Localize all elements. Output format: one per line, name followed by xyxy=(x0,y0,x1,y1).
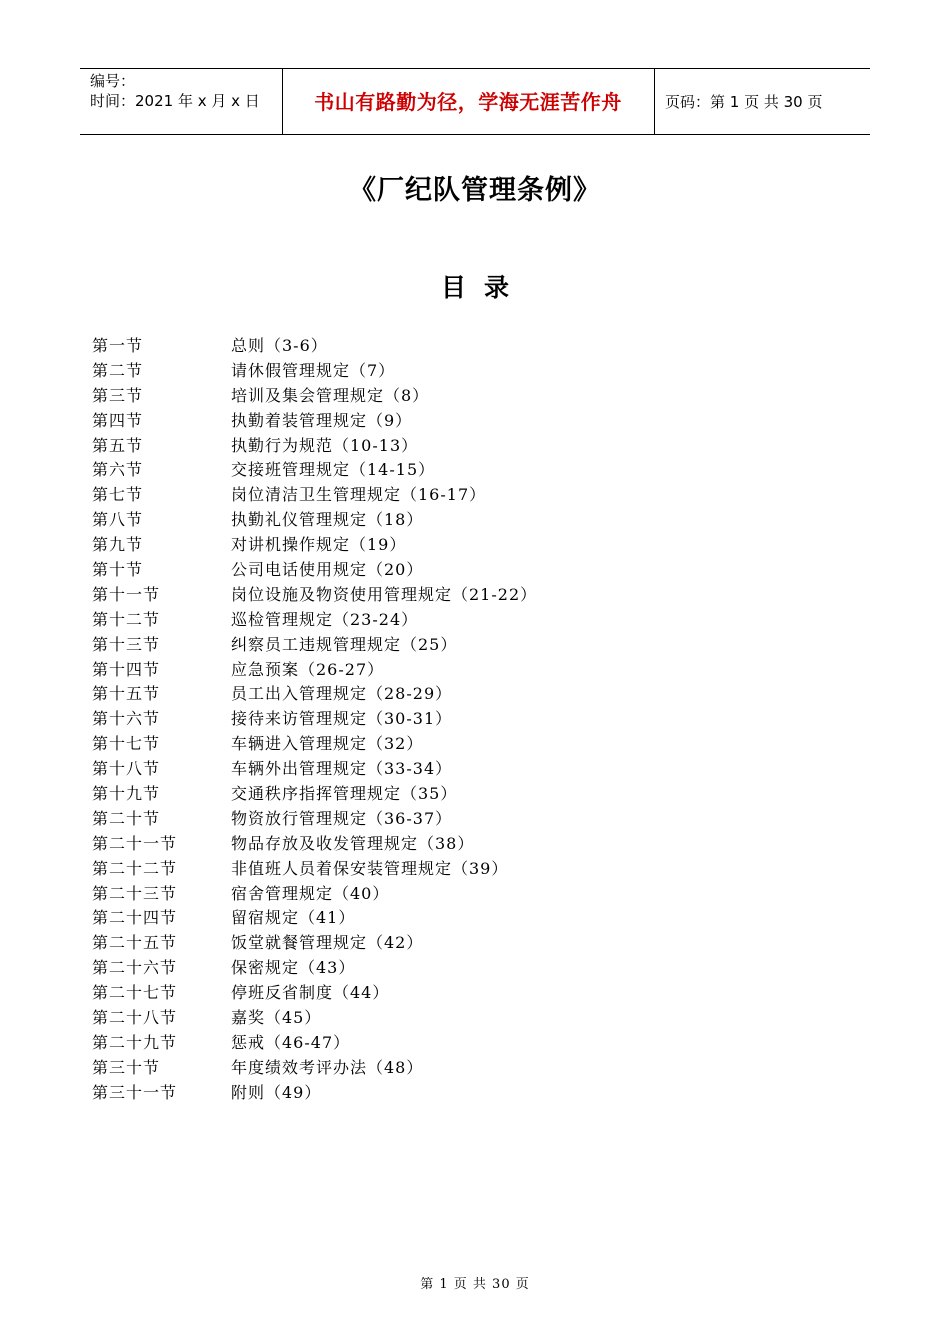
toc-section-number: 第五节 xyxy=(92,435,144,455)
toc-entry-title: 交通秩序指挥管理规定（35） xyxy=(231,784,458,804)
toc-item xyxy=(92,583,792,608)
toc-section-number: 第七节 xyxy=(92,485,144,505)
toc-entry-title: 车辆外出管理规定（33-34） xyxy=(231,759,453,779)
toc-entry-title: 年度绩效考评办法（48） xyxy=(231,1057,424,1077)
toc-item xyxy=(92,906,792,931)
toc-item xyxy=(92,707,792,732)
toc-entry-title: 执勤行为规范（10-13） xyxy=(231,435,419,455)
toc-entry-title: 惩戒（46-47） xyxy=(231,1032,351,1052)
table-of-contents xyxy=(92,334,792,1106)
toc-section-number: 第二十八节 xyxy=(92,1008,178,1028)
toc-entry-title: 培训及集会管理规定（8） xyxy=(231,385,430,405)
toc-section-number: 第二十六节 xyxy=(92,958,178,978)
toc-item xyxy=(92,1081,792,1106)
toc-item xyxy=(92,782,792,807)
header-divider-right xyxy=(654,69,655,135)
header-meta xyxy=(90,71,280,111)
toc-item xyxy=(92,857,792,882)
toc-item xyxy=(92,508,792,533)
toc-entry-title: 对讲机操作规定（19） xyxy=(231,535,407,555)
toc-entry-title: 员工出入管理规定（28-29） xyxy=(231,684,453,704)
toc-item xyxy=(92,882,792,907)
toc-item xyxy=(92,1056,792,1081)
toc-section-number: 第十节 xyxy=(92,560,144,580)
document-number-label: 编号： xyxy=(90,72,136,90)
toc-entry-title: 巡检管理规定（23-24） xyxy=(231,609,419,629)
toc-item xyxy=(92,483,792,508)
toc-item xyxy=(92,807,792,832)
toc-section-number: 第二节 xyxy=(92,360,144,380)
toc-section-number: 第六节 xyxy=(92,460,144,480)
toc-section-number: 第十四节 xyxy=(92,659,161,679)
toc-item xyxy=(92,359,792,384)
page-header xyxy=(80,68,870,135)
toc-section-number: 第十五节 xyxy=(92,684,161,704)
toc-entry-title: 物品存放及收发管理规定（38） xyxy=(231,833,475,853)
toc-entry-title: 执勤礼仪管理规定（18） xyxy=(231,510,424,530)
toc-section-number: 第三节 xyxy=(92,385,144,405)
toc-entry-title: 请休假管理规定（7） xyxy=(231,360,396,380)
toc-item xyxy=(92,608,792,633)
document-time-label: 时间：2021 年 x 月 x 日 xyxy=(90,92,260,110)
toc-section-number: 第十二节 xyxy=(92,609,161,629)
header-page-info: 页码：第 1 页 共 30 页 xyxy=(665,93,823,111)
toc-item xyxy=(92,732,792,757)
toc-entry-title: 执勤着装管理规定（9） xyxy=(231,410,413,430)
toc-item xyxy=(92,682,792,707)
toc-entry-title: 总则（3-6） xyxy=(231,336,328,355)
toc-entry-title: 岗位设施及物资使用管理规定（21-22） xyxy=(231,584,538,604)
toc-item xyxy=(92,931,792,956)
toc-item xyxy=(92,832,792,857)
document-title: 《厂纪队管理条例》 xyxy=(349,175,601,206)
toc-entry-title: 物资放行管理规定（36-37） xyxy=(231,808,453,828)
toc-entry-title: 交接班管理规定（14-15） xyxy=(231,460,436,480)
toc-section-number: 第三十节 xyxy=(92,1057,161,1077)
header-motto: 书山有路勤为径，学海无涯苦作舟 xyxy=(314,90,622,114)
toc-entry-title: 应急预案（26-27） xyxy=(231,659,385,679)
toc-item xyxy=(92,334,792,359)
toc-item xyxy=(92,1006,792,1031)
toc-item xyxy=(92,434,792,459)
toc-section-number: 第二十三节 xyxy=(92,883,178,903)
toc-entry-title: 公司电话使用规定（20） xyxy=(231,560,424,580)
toc-entry-title: 岗位清洁卫生管理规定（16-17） xyxy=(231,485,487,505)
toc-entry-title: 非值班人员着保安装管理规定（39） xyxy=(231,858,509,878)
toc-section-number: 第十六节 xyxy=(92,709,161,729)
toc-section-number: 第十八节 xyxy=(92,759,161,779)
toc-section-number: 第二十七节 xyxy=(92,983,178,1003)
toc-section-number: 第二十二节 xyxy=(92,858,178,878)
toc-section-number: 第四节 xyxy=(92,410,144,430)
toc-section-number: 第九节 xyxy=(92,535,144,555)
toc-entry-title: 接待来访管理规定（30-31） xyxy=(231,709,453,729)
toc-item xyxy=(92,757,792,782)
toc-entry-title: 保密规定（43） xyxy=(231,958,356,978)
toc-section-number: 第二十五节 xyxy=(92,933,178,953)
toc-section-number: 第二十一节 xyxy=(92,833,178,853)
toc-entry-title: 嘉奖（45） xyxy=(231,1008,322,1028)
toc-section-number: 第二十节 xyxy=(92,808,161,828)
toc-item xyxy=(92,458,792,483)
toc-entry-title: 留宿规定（41） xyxy=(231,908,356,928)
toc-entry-title: 宿舍管理规定（40） xyxy=(231,883,390,903)
toc-section-number: 第八节 xyxy=(92,510,144,530)
toc-section-number: 第三十一节 xyxy=(92,1082,178,1102)
toc-section-number: 第十一节 xyxy=(92,584,161,604)
toc-section-number: 第十九节 xyxy=(92,784,161,804)
toc-section-number: 第一节 xyxy=(92,336,144,355)
toc-item xyxy=(92,558,792,583)
toc-section-number: 第十七节 xyxy=(92,734,161,754)
toc-entry-title: 纠察员工违规管理规定（25） xyxy=(231,634,458,654)
toc-entry-title: 停班反省制度（44） xyxy=(231,983,390,1003)
toc-entry-title: 饭堂就餐管理规定（42） xyxy=(231,933,424,953)
toc-section-number: 第二十九节 xyxy=(92,1032,178,1052)
toc-item xyxy=(92,409,792,434)
toc-item xyxy=(92,1031,792,1056)
page-footer: 第 1 页 共 30 页 xyxy=(420,1277,530,1292)
toc-section-number: 第十三节 xyxy=(92,634,161,654)
toc-item xyxy=(92,533,792,558)
toc-entry-title: 附则（49） xyxy=(231,1082,322,1102)
toc-heading: 目录 xyxy=(440,273,527,302)
toc-section-number: 第二十四节 xyxy=(92,908,178,928)
toc-item xyxy=(92,981,792,1006)
toc-item xyxy=(92,658,792,683)
toc-item xyxy=(92,384,792,409)
toc-item xyxy=(92,633,792,658)
toc-item xyxy=(92,956,792,981)
toc-entry-title: 车辆进入管理规定（32） xyxy=(231,734,424,754)
